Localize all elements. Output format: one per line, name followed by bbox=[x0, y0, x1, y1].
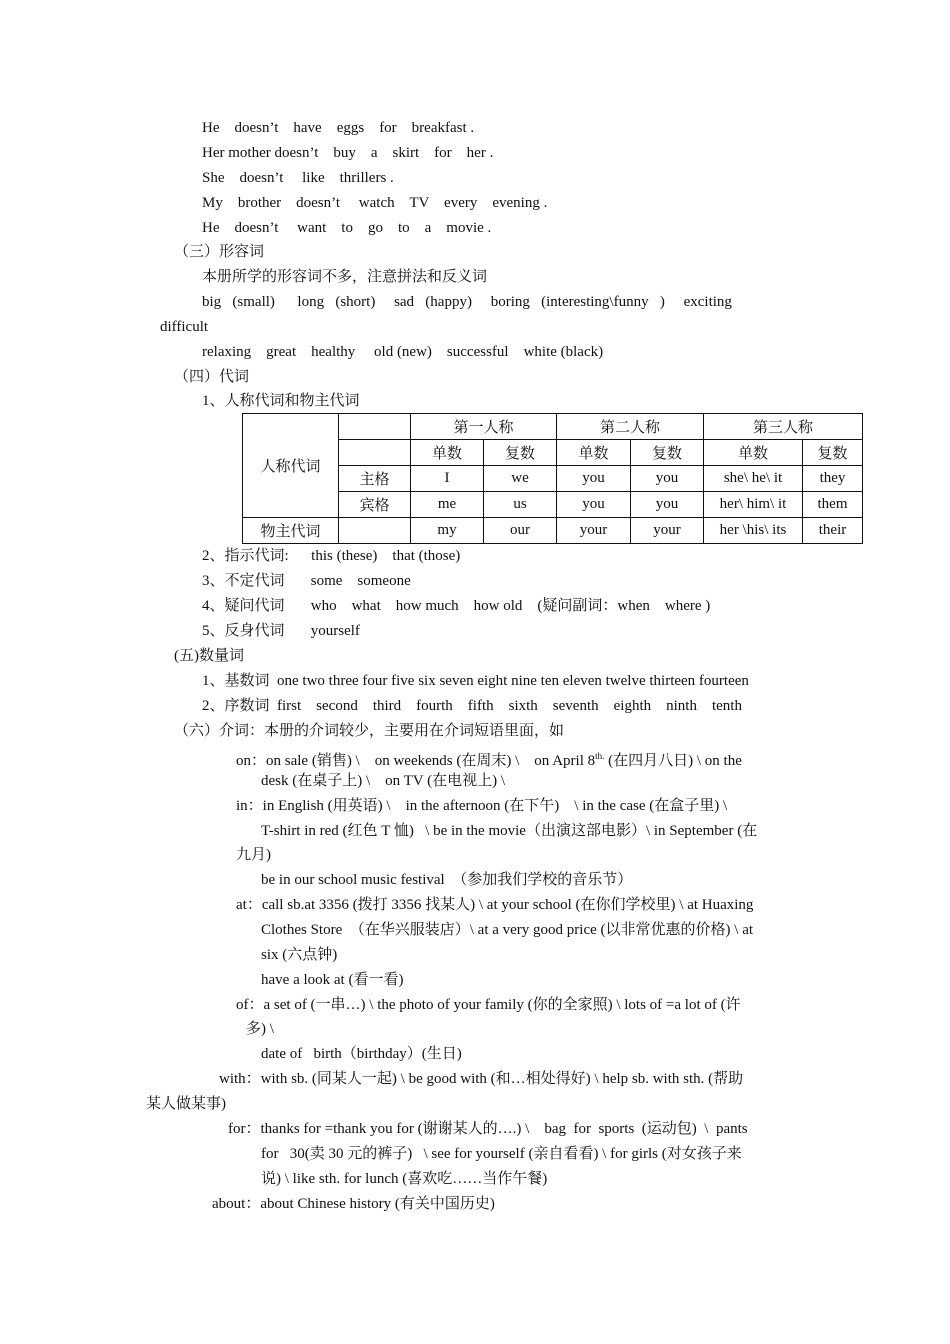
empty-cell bbox=[339, 440, 411, 466]
pronoun-cell: my bbox=[411, 518, 484, 544]
adjective-pairs-line: big (small) long (short) sad (happy) boring (interesting\funny ) exciting bbox=[202, 294, 732, 310]
subsection-heading: 3、不定代词 some someone bbox=[202, 573, 411, 589]
preposition-about-line: about：about Chinese history (有关中国历史) bbox=[212, 1196, 495, 1212]
ordinal-suffix: th. bbox=[595, 751, 605, 761]
preposition-at-line: have a look at (看一看) bbox=[261, 972, 404, 988]
pronoun-cell: our bbox=[484, 518, 557, 544]
section-heading: (五)数量词 bbox=[174, 648, 244, 664]
empty-cell bbox=[339, 414, 411, 440]
pronoun-cell: her\ him\ it bbox=[704, 492, 803, 518]
pronoun-cell: you bbox=[631, 466, 704, 492]
preposition-of-line: of：a set of (一串…) \ the photo of your family (你的全家照) \ lots of =a lot of (许 bbox=[236, 997, 741, 1013]
pronoun-cell: her \his\ its bbox=[704, 518, 803, 544]
preposition-for-line: for：thanks for =thank you for (谢谢某人的….) \ bag for sports (运动包) \ pants bbox=[228, 1121, 748, 1137]
preposition-on-text: on：on sale (销售) \ on weekends (在周末) \ on April 8 bbox=[236, 753, 596, 769]
possessive-pronoun-label: 物主代词 bbox=[243, 518, 339, 544]
second-person-header: 第二人称 bbox=[557, 414, 704, 440]
pronoun-cell: you bbox=[557, 492, 631, 518]
adjective-pairs-continuation: difficult bbox=[160, 319, 209, 335]
pronoun-cell: your bbox=[557, 518, 631, 544]
preposition-at-line: Clothes Store （在华兴服装店）\ at a very good price (以非常优惠的价格) \ at bbox=[261, 922, 754, 938]
pronoun-table bbox=[242, 413, 863, 544]
preposition-in-line: be in our school music festival （参加我们学校的音乐节） bbox=[261, 872, 633, 888]
pronoun-cell: your bbox=[631, 518, 704, 544]
preposition-on-line: desk (在桌子上) \ on TV (在电视上) \ bbox=[261, 773, 506, 789]
singular-header: 单数 bbox=[704, 440, 803, 466]
pronoun-cell: us bbox=[484, 492, 557, 518]
subject-case-label: 主格 bbox=[339, 466, 411, 492]
adjective-pairs-line: relaxing great healthy old (new) successful white (black) bbox=[202, 344, 604, 360]
preposition-of-line: date of birth（birthday）(生日) bbox=[261, 1046, 462, 1062]
section-heading: （三）形容词 bbox=[174, 244, 265, 260]
pronoun-cell: them bbox=[803, 492, 863, 518]
subsection-heading: 1、人称代词和物主代词 bbox=[202, 393, 360, 409]
negative-sentence: He doesn’t want to go to a movie . bbox=[202, 220, 492, 236]
preposition-at-line: at：call sb.at 3356 (拨打 3356 找某人) \ at your school (在你们学校里) \ at Huaxing bbox=[236, 897, 754, 913]
preposition-with-line: with：with sb. (同某人一起) \ be good with (和…相处得好) \ help sb. with sth. (帮助 bbox=[219, 1071, 744, 1087]
negative-sentence: Her mother doesn’t buy a skirt for her . bbox=[202, 145, 494, 161]
plural-header: 复数 bbox=[803, 440, 863, 466]
negative-sentence: He doesn’t have eggs for breakfast . bbox=[202, 120, 475, 136]
singular-header: 单数 bbox=[411, 440, 484, 466]
empty-cell bbox=[339, 518, 411, 544]
cardinal-numbers-line: 1、基数词 one two three four five six seven eight nine ten eleven twelve thirteen fourteen bbox=[202, 673, 749, 689]
preposition-in-line: 九月) bbox=[236, 847, 271, 863]
pronoun-cell: we bbox=[484, 466, 557, 492]
pronoun-cell: I bbox=[411, 466, 484, 492]
object-case-label: 宾格 bbox=[339, 492, 411, 518]
preposition-for-line: for 30(卖 30 元的裤子) \ see for yourself (亲自看看) \ for girls (对女孩子来 bbox=[261, 1146, 742, 1162]
pronoun-cell: me bbox=[411, 492, 484, 518]
first-person-header: 第一人称 bbox=[411, 414, 557, 440]
preposition-in-line: T-shirt in red (红色 T 恤) \ be in the movie（出演这部电影）\ in September (在 bbox=[261, 823, 758, 839]
pronoun-cell: she\ he\ it bbox=[704, 466, 803, 492]
preposition-in-line: in：in English (用英语) \ in the afternoon (在下午) \ in the case (在盒子里) \ bbox=[236, 798, 728, 814]
subsection-heading: 5、反身代词 yourself bbox=[202, 623, 360, 639]
plural-header: 复数 bbox=[484, 440, 557, 466]
third-person-header: 第三人称 bbox=[704, 414, 863, 440]
pronoun-cell: their bbox=[803, 518, 863, 544]
section-heading: （六）介词：本册的介词较少，主要用在介词短语里面，如 bbox=[174, 723, 565, 739]
preposition-of-line: 多) \ bbox=[246, 1021, 274, 1037]
pronoun-cell: you bbox=[557, 466, 631, 492]
preposition-at-line: six (六点钟) bbox=[261, 947, 338, 963]
pronoun-cell: they bbox=[803, 466, 863, 492]
preposition-for-line: 说) \ like sth. for lunch (喜欢吃……当作午餐) bbox=[261, 1171, 548, 1187]
preposition-on-text: (在四月八日) \ on the bbox=[604, 753, 742, 769]
subsection-heading: 4、疑问代词 who what how much how old (疑问副词：when where ) bbox=[202, 598, 711, 614]
personal-pronoun-label: 人称代词 bbox=[243, 414, 339, 518]
negative-sentence: My brother doesn’t watch TV every evening . bbox=[202, 195, 548, 211]
pronoun-cell: you bbox=[631, 492, 704, 518]
section-heading: （四）代词 bbox=[174, 369, 250, 385]
preposition-with-line: 某人做某事) bbox=[146, 1096, 226, 1112]
singular-header: 单数 bbox=[557, 440, 631, 466]
ordinal-numbers-line: 2、序数词 first second third fourth fifth sixth seventh eighth ninth tenth bbox=[202, 698, 742, 714]
adjectives-note: 本册所学的形容词不多，注意拼法和反义词 bbox=[202, 269, 488, 285]
preposition-on-line bbox=[236, 746, 742, 771]
plural-header: 复数 bbox=[631, 440, 704, 466]
subsection-heading: 2、指示代词: this (these) that (those) bbox=[202, 548, 461, 564]
negative-sentence: She doesn’t like thrillers . bbox=[202, 170, 394, 186]
